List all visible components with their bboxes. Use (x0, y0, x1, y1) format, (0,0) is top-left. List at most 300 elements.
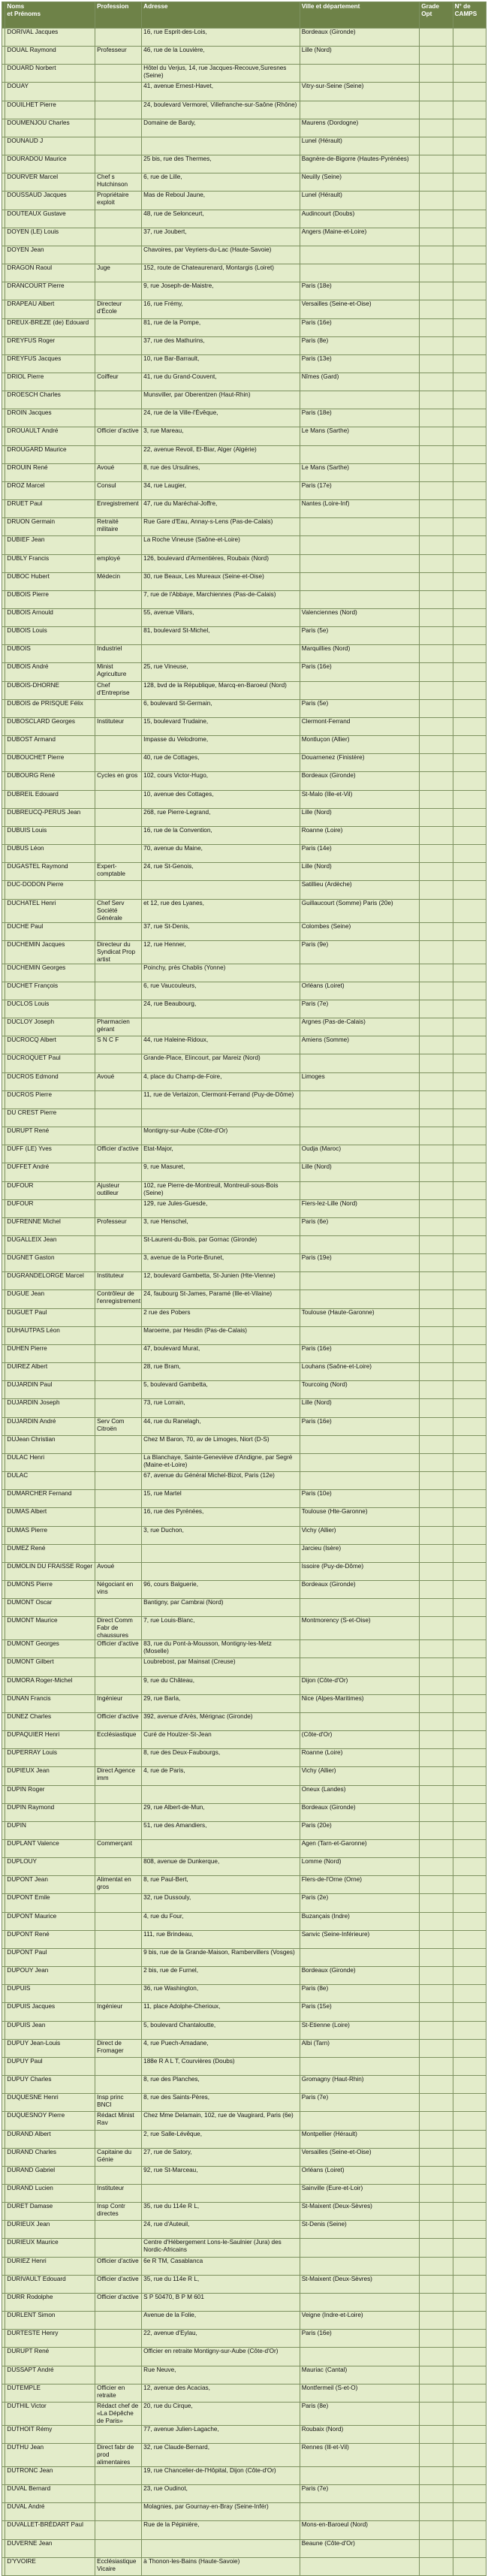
cell-grade (420, 1803, 453, 1821)
cell-name: DUPERRAY Louis (5, 1749, 95, 1767)
cell-profession (95, 2521, 142, 2539)
cell-camps (453, 1236, 486, 1254)
table-row (2, 899, 486, 922)
cell-grade (420, 881, 453, 899)
cell-grade (420, 1967, 453, 1985)
cell-grade (420, 500, 453, 518)
cell-grade (420, 536, 453, 554)
cell-camps (453, 1181, 486, 1199)
cell-city: Paris (5e) (300, 627, 420, 645)
table-row (2, 1562, 486, 1580)
cell-city: Paris (8e) (300, 336, 420, 354)
cell-profession (95, 590, 142, 608)
cell-name: DUNAN Francis (5, 1694, 95, 1712)
cell-grade (420, 572, 453, 590)
cell-profession: Industriel (95, 645, 142, 663)
cell-profession: Enregistrement (95, 500, 142, 518)
cell-name: DUPLOUY (5, 1858, 95, 1876)
cell-profession (95, 1000, 142, 1018)
cell-name: DUHEN Pierre (5, 1344, 95, 1362)
table-row (2, 2348, 486, 2366)
cell-camps (453, 1712, 486, 1730)
cell-grade (420, 1127, 453, 1145)
cell-camps (453, 590, 486, 608)
cell-address: 6, boulevard St-Germain, (142, 699, 300, 717)
cell-profession (95, 1985, 142, 2003)
cell-name: DUTHOIT Rémy (5, 2425, 95, 2443)
cell-city: Oneux (Landes) (300, 1785, 420, 1803)
cell-camps (453, 881, 486, 899)
cell-profession (95, 83, 142, 101)
cell-city: Orléans (Loiret) (300, 982, 420, 1000)
table-row (2, 1858, 486, 1876)
cell-name: DUCHE Paul (5, 922, 95, 940)
cell-grade (420, 354, 453, 373)
cell-address: Rue Neuve, (142, 2366, 300, 2384)
cell-address: 6, rue de Lille, (142, 173, 300, 192)
cell-grade (420, 2130, 453, 2148)
cell-city: Mauriac (Cantal) (300, 2366, 420, 2384)
cell-city (300, 1658, 420, 1676)
cell-profession (95, 1326, 142, 1344)
cell-name: DURUPT René (5, 1127, 95, 1145)
cell-address: 102, rue Pierre-de-Montreuil, Montreuil-sous-Bois (Seine) (142, 1181, 300, 1199)
cell-name: DOYEN (LE) Louis (5, 228, 95, 246)
cell-camps (453, 173, 486, 192)
cell-city: Paris (9e) (300, 940, 420, 964)
cell-grade (420, 2521, 453, 2539)
cell-name: DUPIN (5, 1821, 95, 1839)
cell-grade (420, 1658, 453, 1676)
cell-grade (420, 29, 453, 47)
cell-profession (95, 2021, 142, 2039)
cell-address: 8, rue des Deux-Faubourgs, (142, 1749, 300, 1767)
table-row (2, 391, 486, 409)
cell-profession: Direct de Fromager (95, 2039, 142, 2057)
table-row (2, 1544, 486, 1562)
cell-city (300, 1181, 420, 1199)
cell-city: Colombes (Seine) (300, 922, 420, 940)
cell-city: Maurens (Dordogne) (300, 119, 420, 137)
table-row (2, 500, 486, 518)
cell-name: DUPUY Paul (5, 2057, 95, 2075)
cell-name: DROZ Marcel (5, 481, 95, 499)
cell-address: 24, rue St-Genois, (142, 863, 300, 881)
cell-name: DOUAY (5, 83, 95, 101)
cell-profession (95, 2485, 142, 2503)
cell-name: DUMONT Oscar (5, 1599, 95, 1617)
cell-camps (453, 1490, 486, 1508)
cell-profession (95, 1749, 142, 1767)
cell-name: DUPLANT Valence (5, 1840, 95, 1858)
cell-grade (420, 1580, 453, 1598)
cell-profession (95, 119, 142, 137)
cell-grade (420, 1163, 453, 1181)
table-row (2, 83, 486, 101)
cell-city: Buzançais (Indre) (300, 1912, 420, 1930)
cell-name: DUPONT René (5, 1930, 95, 1948)
cell-name: DURAND Charles (5, 2148, 95, 2166)
cell-city: Guillaucourt (Somme) Paris (20e) (300, 899, 420, 922)
cell-profession (95, 808, 142, 826)
cell-profession: Direct Comm Fabr de chaussures (95, 1617, 142, 1640)
cell-address: 111, rue Brindeau, (142, 1930, 300, 1948)
cell-address: 126, boulevard d'Armentières, Roubaix (Nord) (142, 554, 300, 572)
cell-profession (95, 1199, 142, 1217)
cell-address: 24, rue Beaubourg, (142, 1000, 300, 1018)
cell-profession: Rédact Minist Rav (95, 2112, 142, 2130)
table-row (2, 1344, 486, 1362)
table-body (2, 29, 486, 2576)
cell-name: DUFFET André (5, 1163, 95, 1181)
cell-profession: Directeur du Syndicat Prop artist (95, 940, 142, 964)
table-row (2, 1127, 486, 1145)
table-row (2, 1694, 486, 1712)
cell-grade (420, 863, 453, 881)
cell-address: 102, cours Victor-Hugo, (142, 772, 300, 790)
cell-camps (453, 2275, 486, 2293)
cell-address: 3, avenue de la Porte-Brunet, (142, 1254, 300, 1272)
cell-camps (453, 427, 486, 445)
cell-address: 81, boulevard St-Michel, (142, 627, 300, 645)
cell-camps (453, 922, 486, 940)
cell-camps (453, 2557, 486, 2575)
cell-name: DRANCOURT Pierre (5, 282, 95, 300)
cell-profession (95, 1399, 142, 1417)
cell-address: Loubrebost, par Mainsat (Creuse) (142, 1658, 300, 1676)
cell-profession: Direct fabr de prod alimentaires (95, 2444, 142, 2467)
cell-camps (453, 300, 486, 318)
cell-city: Oudja (Maroc) (300, 1145, 420, 1163)
cell-camps (453, 1199, 486, 1217)
cell-address: 7, rue de l'Abbaye, Marchiennes (Pas-de-Calais) (142, 590, 300, 608)
cell-name: DUTHU Jean (5, 2444, 95, 2467)
cell-city: Versailles (Seine-et-Oise) (300, 300, 420, 318)
table-row (2, 1217, 486, 1235)
cell-name: DROUAULT André (5, 427, 95, 445)
cell-address: 10, rue Bar-Barrault, (142, 354, 300, 373)
cell-grade (420, 2557, 453, 2575)
cell-camps (453, 2076, 486, 2094)
cell-city (300, 1472, 420, 1490)
cell-profession (95, 354, 142, 373)
cell-name: DURAND Albert (5, 2130, 95, 2148)
cell-grade (420, 2076, 453, 2094)
cell-camps (453, 83, 486, 101)
cell-profession: Avoué (95, 1562, 142, 1580)
cell-city: Roanne (Loire) (300, 1749, 420, 1767)
cell-name: DUGUE Jean (5, 1290, 95, 1308)
table-row (2, 2539, 486, 2557)
cell-city: Paris (7e) (300, 2094, 420, 2112)
cell-name: DUBREIL Edouard (5, 790, 95, 808)
cell-city: Paris (6e) (300, 1217, 420, 1235)
cell-address: 16, rue des Pyrénées, (142, 1508, 300, 1526)
cell-address: 15, boulevard Trudaine, (142, 717, 300, 735)
cell-address: 7, rue Louis-Blanc, (142, 1617, 300, 1640)
cell-city: Le Mans (Sarthe) (300, 427, 420, 445)
cell-grade (420, 1472, 453, 1490)
cell-name: DUPIEUX Jean (5, 1767, 95, 1785)
cell-grade (420, 1948, 453, 1966)
cell-address (142, 137, 300, 155)
cell-grade (420, 1145, 453, 1163)
cell-city: Douarnenez (Finistère) (300, 754, 420, 772)
cell-camps (453, 1767, 486, 1785)
cell-name: DURR Rodolphe (5, 2293, 95, 2311)
cell-name: DURET Damase (5, 2203, 95, 2221)
cell-camps (453, 1308, 486, 1326)
cell-address: 3, rue Mareau, (142, 427, 300, 445)
cell-camps (453, 1272, 486, 1290)
cell-address (142, 2184, 300, 2202)
cell-city (300, 445, 420, 463)
cell-grade (420, 1000, 453, 1018)
cell-city: Roanne (Loire) (300, 826, 420, 844)
cell-profession: Expert-comptable (95, 863, 142, 881)
cell-profession: Pharmacien gérant (95, 1018, 142, 1036)
cell-city (300, 2503, 420, 2521)
cell-profession (95, 1599, 142, 1617)
cell-name: DUBOIS Arnould (5, 609, 95, 627)
cell-grade (420, 210, 453, 228)
table-row (2, 881, 486, 899)
cell-profession: Officier d'active (95, 2275, 142, 2293)
table-row (2, 2076, 486, 2094)
cell-grade (420, 463, 453, 481)
cell-city: Nîmes (Gard) (300, 373, 420, 391)
table-row (2, 1109, 486, 1127)
cell-profession (95, 336, 142, 354)
cell-grade (420, 336, 453, 354)
cell-camps (453, 699, 486, 717)
cell-city: Paris (15e) (300, 2003, 420, 2021)
cell-grade (420, 1109, 453, 1127)
cell-grade (420, 300, 453, 318)
cell-profession: Officier d'active (95, 427, 142, 445)
cell-address: 25 bis, rue des Thermes, (142, 155, 300, 173)
cell-grade (420, 1308, 453, 1326)
table-row (2, 101, 486, 119)
cell-grade (420, 1912, 453, 1930)
cell-profession: Chef d'Entreprise (95, 681, 142, 699)
table-row (2, 536, 486, 554)
cell-name: DUPIN Roger (5, 1785, 95, 1803)
cell-name: DUBOC Hubert (5, 572, 95, 590)
cell-address: 20, rue du Cirque, (142, 2402, 300, 2425)
cell-city: Fiers-lez-Lille (Nord) (300, 1199, 420, 1217)
cell-grade (420, 2148, 453, 2166)
cell-grade (420, 2257, 453, 2275)
cell-name: DUGASTEL Raymond (5, 863, 95, 881)
table-row (2, 173, 486, 192)
cell-camps (453, 1163, 486, 1181)
cell-profession (95, 101, 142, 119)
cell-name: DUMORA Roger-Michel (5, 1676, 95, 1694)
cell-grade (420, 1858, 453, 1876)
cell-name: DUGRANDELORGE Marcel (5, 1272, 95, 1290)
cell-camps (453, 1399, 486, 1417)
cell-profession (95, 1453, 142, 1471)
table-row (2, 427, 486, 445)
cell-name: DURAND Gabriel (5, 2166, 95, 2184)
cell-address: 67, avenue du Général Michel-Bizot, Paris (12e) (142, 1472, 300, 1490)
cell-grade (420, 2184, 453, 2202)
cell-profession: Officier en retraite (95, 2384, 142, 2402)
cell-address: 81, rue de la Pompe, (142, 318, 300, 336)
cell-profession: Médecin (95, 572, 142, 590)
cell-camps (453, 1785, 486, 1803)
cell-name: DUPUIS (5, 1985, 95, 2003)
cell-grade (420, 1676, 453, 1694)
cell-profession (95, 609, 142, 627)
cell-city (300, 2057, 420, 2075)
cell-name: DUBOURG René (5, 772, 95, 790)
cell-address: 4, rue du Four, (142, 1912, 300, 1930)
cell-profession (95, 2239, 142, 2257)
cell-address: 92, rue St-Marceau, (142, 2166, 300, 2184)
cell-camps (453, 2348, 486, 2366)
cell-city: Neuilly (Seine) (300, 173, 420, 192)
cell-profession (95, 1544, 142, 1562)
cell-city (300, 1948, 420, 1966)
cell-name: DUFOUR (5, 1181, 95, 1199)
table-row (2, 2257, 486, 2275)
cell-city: Bordeaux (Gironde) (300, 772, 420, 790)
table-row (2, 1967, 486, 1985)
cell-city: Issoire (Puy-de-Dôme) (300, 1562, 420, 1580)
cell-grade (420, 1562, 453, 1580)
cell-camps (453, 1000, 486, 1018)
table-row (2, 1617, 486, 1640)
cell-city (300, 1127, 420, 1145)
cell-camps (453, 192, 486, 210)
cell-camps (453, 536, 486, 554)
cell-grade (420, 2467, 453, 2485)
table-row (2, 1930, 486, 1948)
cell-camps (453, 808, 486, 826)
cell-name: DUQUESNOY Pierre (5, 2112, 95, 2130)
cell-city: Argnes (Pas-de-Calais) (300, 1018, 420, 1036)
cell-profession: Direct Agence imm (95, 1767, 142, 1785)
cell-camps (453, 2021, 486, 2039)
cell-camps (453, 1344, 486, 1362)
cell-city: Bagnère-de-Bigorre (Hautes-Pyrénées) (300, 155, 420, 173)
cell-grade (420, 1290, 453, 1308)
cell-camps (453, 1472, 486, 1490)
cell-address (142, 1785, 300, 1803)
cell-grade (420, 1236, 453, 1254)
cell-address: Rue de la Pépinière, (142, 2521, 300, 2539)
cell-profession (95, 1344, 142, 1362)
table-row (2, 808, 486, 826)
cell-city (300, 1640, 420, 1658)
cell-grade (420, 772, 453, 790)
cell-address: 47, boulevard Murat, (142, 1344, 300, 1362)
cell-camps (453, 2485, 486, 2503)
table-row (2, 982, 486, 1000)
cell-city (300, 1272, 420, 1290)
cell-name: DUBREUCQ-PERUS Jean (5, 808, 95, 826)
cell-profession: Insp Contr directes (95, 2203, 142, 2221)
cell-address: 392, avenue d'Arès, Mérignac (Gironde) (142, 1712, 300, 1730)
cell-address: 2, rue Salle-Lévêque, (142, 2130, 300, 2148)
cell-city: Clermont-Ferrand (300, 717, 420, 735)
table-row (2, 1803, 486, 1821)
cell-name: DROUIN René (5, 463, 95, 481)
cell-address: Impasse du Velodrome, (142, 736, 300, 754)
table-row (2, 2444, 486, 2467)
cell-city: Bordeaux (Gironde) (300, 1580, 420, 1598)
cell-camps (453, 1821, 486, 1839)
cell-profession (95, 627, 142, 645)
member-list (2, 2, 486, 2572)
cell-grade (420, 173, 453, 192)
cell-profession: Ingénieur (95, 1694, 142, 1712)
cell-name: DUCHATEL Henri (5, 899, 95, 922)
cell-profession: Ecclésiastique (95, 1731, 142, 1749)
cell-grade (420, 2312, 453, 2330)
cell-name: DROUGARD Maurice (5, 445, 95, 463)
table-row (2, 1749, 486, 1767)
cell-grade (420, 47, 453, 65)
cell-grade (420, 2425, 453, 2443)
cell-camps (453, 119, 486, 137)
table-row (2, 1435, 486, 1453)
cell-name: DUCROCQ Albert (5, 1036, 95, 1054)
cell-camps (453, 663, 486, 681)
cell-city: Dijon (Côte-d'Or) (300, 1676, 420, 1694)
table-row (2, 964, 486, 982)
cell-profession (95, 1508, 142, 1526)
cell-name: DUMONT Georges (5, 1640, 95, 1658)
cell-address: 48, rue de Selonceurt, (142, 210, 300, 228)
cell-address: 8, rue des Planches, (142, 2076, 300, 2094)
table-row (2, 518, 486, 536)
cell-grade (420, 1694, 453, 1712)
cell-city (300, 1109, 420, 1127)
cell-grade (420, 228, 453, 246)
cell-name: DRUET Paul (5, 500, 95, 518)
cell-address: 77, avenue Julien-Lagache, (142, 2425, 300, 2443)
cell-camps (453, 1694, 486, 1712)
cell-profession: Rédact chef de «La Dépêche de Paris» (95, 2402, 142, 2425)
cell-address: 70, avenue du Maine, (142, 845, 300, 863)
cell-grade (420, 1767, 453, 1785)
cell-name: DUVALLET-BRÉDART Paul (5, 2521, 95, 2539)
cell-address: 3, rue Henschel, (142, 1217, 300, 1235)
cell-profession: Avoué (95, 1072, 142, 1090)
cell-address: 11, rue de Vertaizon, Clermont-Ferrand (Puy-de-Dôme) (142, 1090, 300, 1109)
cell-address: 44, rue Haleine-Ridoux, (142, 1036, 300, 1054)
cell-name: DOUTEAUX Gustave (5, 210, 95, 228)
cell-camps (453, 2130, 486, 2148)
table-row (2, 282, 486, 300)
cell-camps (453, 2166, 486, 2184)
cell-grade (420, 2239, 453, 2257)
cell-name: DUCHEMIN Jacques (5, 940, 95, 964)
cell-camps (453, 790, 486, 808)
cell-city: Paris (16e) (300, 663, 420, 681)
table-row (2, 228, 486, 246)
cell-city: Montmorency (S-et-Oise) (300, 1617, 420, 1640)
table-row (2, 2557, 486, 2575)
cell-city: St-Denis (Seine) (300, 2221, 420, 2239)
table-row (2, 445, 486, 463)
table-row (2, 210, 486, 228)
header-name: Noms et Prénoms (5, 2, 95, 29)
cell-city: Flers-de-l'Orne (Orne) (300, 1876, 420, 1894)
